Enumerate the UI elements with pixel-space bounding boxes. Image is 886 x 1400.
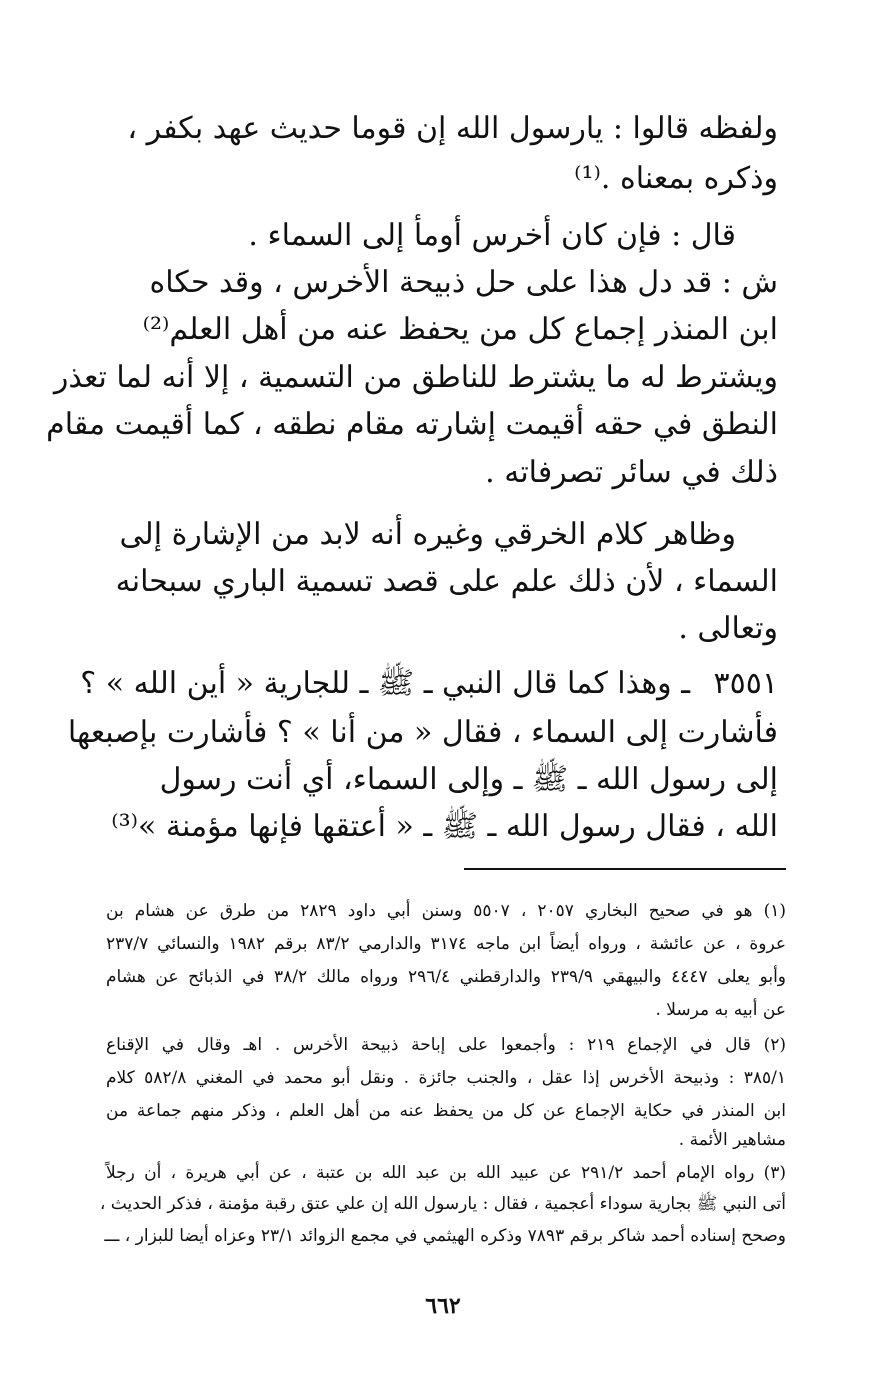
text-line: ولفظه قالوا : يارسول الله إن قوما حديث عهد بكفر ،	[127, 111, 778, 146]
hadith-number: ٣٥٥١	[713, 666, 778, 701]
text-line: وتعالى .	[678, 611, 778, 646]
text-line: ش : قد دل هذا على حل ذبيحة الأخرس ، وقد حكاه	[149, 265, 778, 300]
footnote-line: وأبو يعلى ٤٤٤٧ والبيهقي ٢٣٩/٩ والدارقطني ٢٩٦/٤ ورواه مالك ٣٨/٢ في الذبائح عن هشام	[106, 967, 787, 987]
text-line: وذكره بمعناه .⁽¹⁾	[574, 161, 778, 196]
footnote-line: عروة ، عن عائشة ، ورواه أيضاً ابن ماجه ٣١٧٤ والدارمي ٨٣/٢ برقم ١٩٨٢ والنسائي ٢٣٧/٧	[106, 934, 786, 954]
footnote-line: ابن المنذر في حكاية الإجماع عن كل من يحفظ عنه من أهل العلم ، وذكر منهم جماعة من	[106, 1101, 786, 1121]
page-number: ٦٦٢	[425, 1293, 461, 1319]
footnote-line: (٣) رواه الإمام أحمد ٢٩١/٢ عن عبيد الله بن عبد الله بن عتبة ، عن أبي هريرة ، أن رجلاً	[106, 1163, 786, 1183]
hadith-line: الله ، فقال رسول الله ـ ﷺ ـ « أعتقها فإنها مؤمنة »⁽³⁾	[111, 809, 778, 844]
footnote-line: عن أبيه به مرسلا .	[655, 1000, 786, 1020]
hadith-line: فأشارت إلى السماء ، فقال « من أنا » ؟ فأشارت بإصبعها	[67, 715, 778, 750]
footnote-line: (٢) قال في الإجماع ٢١٩ : وأجمعوا على إباحة ذبيحة الأخرس . اهـ وقال في الإقناع	[106, 1035, 787, 1055]
text-line: قال : فإن كان أخرس أومأ إلى السماء .	[248, 218, 736, 253]
hadith-line: ـ وهذا كما قال النبي ـ ﷺ ـ للجارية « أين الله » ؟	[80, 666, 690, 701]
footnote-line: ٣٨٥/١ : وذبيحة الأخرس إذا عقل ، والجنب جائزة . ونقل أبو محمد في المغني ٥٨٢/٨ كلام	[106, 1068, 786, 1088]
footnote-line: مشاهير الأئمة .	[678, 1130, 786, 1150]
footnote-line: أتى النبي ﷺ بجارية سوداء أعجمية ، فقال : يارسول الله إن علي عتق رقبة مؤمنة ، فذكر الحديث ،	[99, 1194, 786, 1214]
hadith-line: إلى رسول الله ـ ﷺ ـ وإلى السماء، أي أنت رسول	[159, 762, 778, 797]
text-line: السماء ، لأن ذلك علم على قصد تسمية الباري سبحانه	[115, 564, 778, 599]
footnote-separator	[464, 868, 786, 870]
text-line: النطق في حقه أقيمت إشارته مقام نطقه ، كما أقيمت مقام	[46, 407, 778, 442]
text-line: وظاهر كلام الخرقي وغيره أنه لابد من الإشارة إلى	[119, 517, 736, 552]
text-line: ويشترط له ما يشترط للناطق من التسمية ، إلا أنه لما تعذر	[53, 360, 778, 395]
footnote-line: (١) هو في صحيح البخاري ٢٠٥٧ ، ٥٥٠٧ وسنن أبي داود ٢٨٢٩ من طرق عن هشام بن	[106, 901, 787, 921]
text-line: ابن المنذر إجماع كل من يحفظ عنه من أهل العلم⁽²⁾	[142, 312, 778, 347]
footnote-line: وصحح إسناده أحمد شاكر برقم ٧٨٩٣ وذكره الهيثمي في مجمع الزوائد ٢٣/١ وعزاه أيضا للبزار ، ـــ	[104, 1226, 786, 1246]
text-line: ذلك في سائر تصرفاته .	[485, 455, 778, 490]
